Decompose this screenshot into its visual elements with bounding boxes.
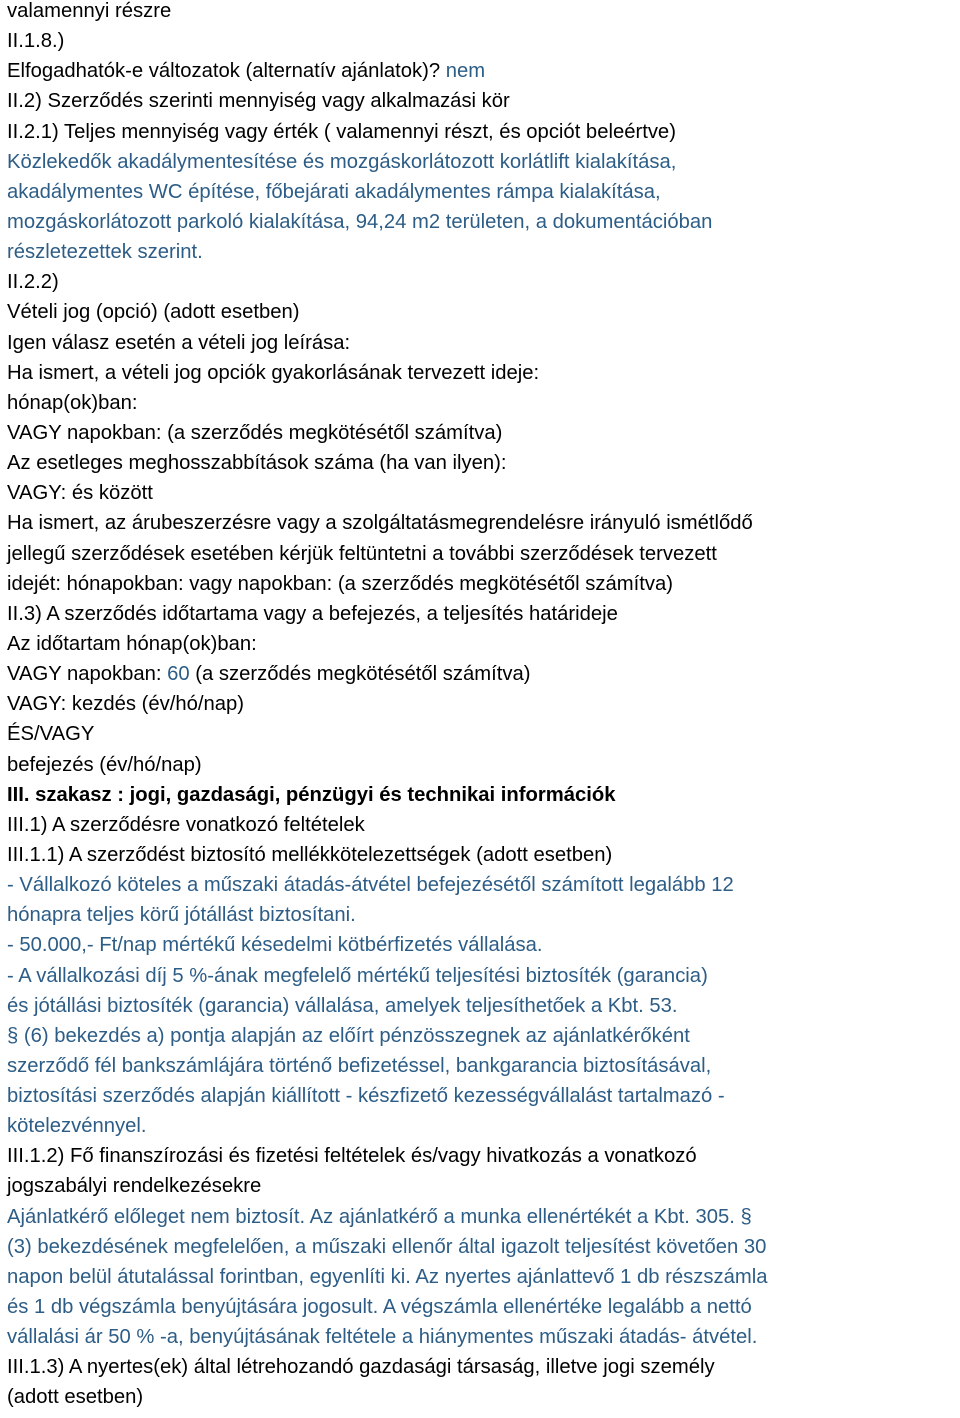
text-line (7, 207, 955, 237)
text-line (7, 328, 955, 358)
answer-text: és jótállási biztosíték (garancia) vállalása, amelyek teljesíthetőek a Kbt. 53. (7, 994, 678, 1017)
label-text: VAGY napokban: (a szerződés megkötésétől számítva) (7, 421, 503, 444)
label-text: II.2.1) Teljes mennyiség vagy érték ( valamennyi részt, és opciót beleértve) (7, 120, 676, 143)
answer-text: - Vállalkozó köteles a műszaki átadás-átvétel befejezésétől számított legalább 12 (7, 874, 734, 897)
document-body (7, 0, 957, 1413)
answer-text: § (6) bekezdés a) pontja alapján az előírt pénzösszegnek az ajánlatkérőként (7, 1024, 690, 1047)
text-line (7, 0, 955, 26)
label-text: befejezés (év/hó/nap) (7, 753, 202, 776)
text-line (7, 629, 955, 659)
text-line (7, 1322, 955, 1352)
text-line (7, 26, 955, 56)
label-text: II.1.8.) (7, 30, 65, 53)
answer-text: Közlekedők akadálymentesítése és mozgáskorlátozott korlátlift kialakítása, (7, 150, 677, 173)
text-line (7, 810, 955, 840)
label-text: (a szerződés megkötésétől számítva) (189, 663, 531, 686)
label-text: hónap(ok)ban: (7, 391, 138, 414)
text-line (7, 1081, 955, 1111)
text-line (7, 1232, 955, 1262)
text-line (7, 358, 955, 388)
text-line (7, 659, 955, 689)
section-heading: III. szakasz : jogi, gazdasági, pénzügyi és technikai információk (7, 783, 616, 806)
text-line (7, 930, 955, 960)
text-line (7, 1111, 955, 1141)
label-text: III.1.1) A szerződést biztosító mellékkötelezettségek (adott esetben) (7, 843, 613, 866)
answer-text: 60 (167, 663, 190, 686)
label-text: Az időtartam hónap(ok)ban: (7, 632, 257, 655)
text-line (7, 237, 955, 267)
text-line (7, 1141, 955, 1171)
text-line (7, 599, 955, 629)
text-line (7, 719, 955, 749)
text-line (7, 539, 955, 569)
label-text: III.1.3) A nyertes(ek) által létrehozandó gazdasági társaság, illetve jogi személy (7, 1356, 715, 1379)
text-line (7, 448, 955, 478)
text-line (7, 1202, 955, 1232)
label-text: III.1.2) Fő finanszírozási és fizetési feltételek és/vagy hivatkozás a vonatkozó (7, 1145, 697, 1168)
text-line (7, 508, 955, 538)
text-line (7, 267, 955, 297)
label-text: VAGY: kezdés (év/hó/nap) (7, 693, 245, 716)
answer-text: és 1 db végszámla benyújtására jogosult. A végszámla ellenértéke legalább a nettó (7, 1296, 752, 1319)
label-text: jellegű szerződések esetében kérjük feltüntetni a további szerződések tervezett (7, 542, 717, 565)
label-text: Elfogadhatók-e változatok (alternatív ajánlatok)? (7, 60, 446, 83)
answer-text: kötelezvénnyel. (7, 1115, 147, 1138)
answer-text: - A vállalkozási díj 5 %-ának megfelelő mértékű teljesítési biztosíték (garancia) (7, 964, 708, 987)
label-text: ÉS/VAGY (7, 723, 95, 746)
text-line (7, 1382, 955, 1412)
label-text: II.2.2) (7, 271, 59, 294)
answer-text: mozgáskorlátozott parkoló kialakítása, 94,24 m2 területen, a dokumentációban (7, 210, 713, 233)
answer-text: szerződő fél bankszámlájára történő befizetéssel, bankgarancia biztosításával, (7, 1054, 712, 1077)
text-line (7, 86, 955, 116)
answer-text: hónapra teljes körű jótállást biztosítani. (7, 904, 356, 927)
text-line (7, 1171, 955, 1201)
text-line (7, 1292, 955, 1322)
label-text: VAGY napokban: (7, 663, 168, 686)
label-text: (adott esetben) (7, 1386, 144, 1409)
answer-text: akadálymentes WC építése, főbejárati akadálymentes rámpa kialakítása, (7, 180, 661, 203)
answer-text: biztosítási szerződés alapján kiállított - készfizető kezességvállalást tartalmazó - (7, 1085, 725, 1108)
text-line (7, 750, 955, 780)
text-line (7, 117, 955, 147)
label-text: Igen válasz esetén a vételi jog leírása: (7, 331, 351, 354)
label-text: valamennyi részre (7, 0, 172, 22)
text-line (7, 780, 955, 810)
answer-text: (3) bekezdésének megfelelően, a műszaki ellenőr által igazolt teljesítést követően 30 (7, 1235, 767, 1258)
text-line (7, 1021, 955, 1051)
label-text: Az esetleges meghosszabbítások száma (ha van ilyen): (7, 452, 507, 475)
answer-text: nem (445, 60, 486, 83)
answer-text: napon belül átutalással forintban, egyenlíti ki. Az nyertes ajánlattevő 1 db részszámla (7, 1265, 768, 1288)
text-line (7, 1051, 955, 1081)
text-line (7, 961, 955, 991)
label-text: III.1) A szerződésre vonatkozó feltételek (7, 813, 365, 836)
label-text: Ha ismert, a vételi jog opciók gyakorlásának tervezett ideje: (7, 361, 540, 384)
text-line (7, 870, 955, 900)
text-line (7, 569, 955, 599)
text-line (7, 418, 955, 448)
text-line (7, 388, 955, 418)
text-line (7, 177, 955, 207)
label-text: VAGY: és között (7, 482, 153, 505)
label-text: Ha ismert, az árubeszerzésre vagy a szolgáltatásmegrendelésre irányuló ismétlődő (7, 512, 753, 535)
text-line (7, 900, 955, 930)
text-line (7, 1352, 955, 1382)
text-line (7, 689, 955, 719)
label-text: Vételi jog (opció) (adott esetben) (7, 301, 300, 324)
label-text: jogszabályi rendelkezésekre (7, 1175, 262, 1198)
answer-text: - 50.000,- Ft/nap mértékű késedelmi kötbérfizetés vállalása. (7, 934, 543, 957)
text-line (7, 147, 955, 177)
text-line (7, 991, 955, 1021)
text-line (7, 478, 955, 508)
label-text: II.2) Szerződés szerinti mennyiség vagy alkalmazási kör (7, 90, 510, 113)
text-line (7, 840, 955, 870)
label-text: idejét: hónapokban: vagy napokban: (a szerződés megkötésétől számítva) (7, 572, 674, 595)
answer-text: vállalási ár 50 % -a, benyújtásának feltétele a hiánymentes műszaki átadás- átvétel. (7, 1326, 758, 1349)
text-line (7, 297, 955, 327)
label-text: II.3) A szerződés időtartama vagy a befejezés, a teljesítés határideje (7, 602, 618, 625)
answer-text: részletezettek szerint. (7, 241, 203, 264)
answer-text: Ajánlatkérő előleget nem biztosít. Az ajánlatkérő a munka ellenértékét a Kbt. 305. § (7, 1205, 752, 1228)
text-line (7, 1262, 955, 1292)
text-line (7, 56, 955, 86)
